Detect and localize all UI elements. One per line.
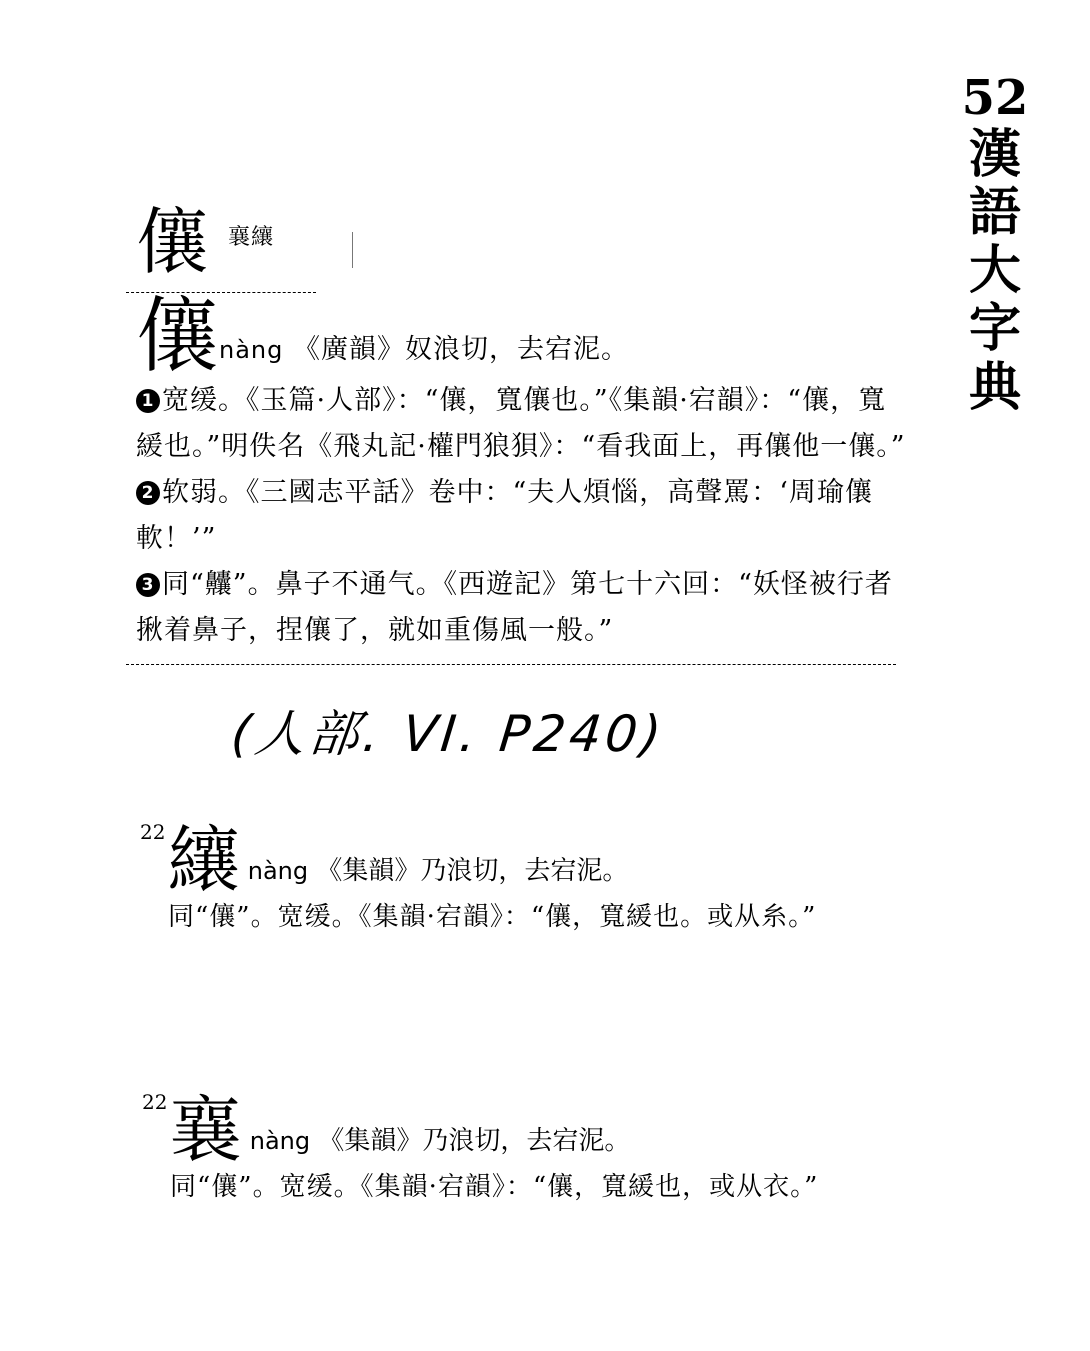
sense-text: 软弱。《三國志平話》卷中：“夫人煩惱，高聲罵：‘周瑜儴軟！’” [136,477,873,554]
sense-3 [136,562,906,654]
title-char: 大 [968,240,1021,302]
sense-number: 1 [136,389,160,413]
entry-definition: 同“儴”。宽缓。《集韻·宕韻》：“儴，寬緩也。或从糸。” [168,902,817,932]
sense-number: 2 [136,481,160,505]
entry-pinyin: nàng [247,857,309,885]
entry-pinyin: nàng [249,1127,311,1155]
entry-headword: 儴 [136,289,220,384]
sense-1 [136,378,906,470]
title-char: 漢 [968,123,1021,185]
entry-nang-si [140,820,900,938]
volume-number: 52 [961,70,1029,126]
sense-text: 同“齉”。鼻子不通气。《西遊記》第七十六回：“妖怪被行者揪着鼻子，捏儴了，就如重傷風一般。” [136,569,893,646]
entry-nang-ren [136,289,906,654]
dictionary-side-title [956,72,1034,417]
title-char: 字 [968,298,1021,360]
entry-pinyin: nàng [219,336,284,364]
stroke-count: 22 [140,820,166,844]
header-variants: 襄纕 [228,225,275,250]
entry-headword: 襄 [169,1088,242,1172]
stroke-count: 22 [142,1090,168,1114]
handwritten-note: (人部. VI. P240) [228,705,668,763]
title-char: 語 [968,181,1021,243]
title-char: 典 [968,356,1021,418]
sense-2 [136,470,906,562]
entry-headword: 纕 [167,818,240,902]
entry-phonetic: 《集韻》乃浪切，去宕泥。 [316,856,629,886]
entry-phonetic: 《廣韻》奴浪切，去宕泥。 [292,334,629,365]
entry-phonetic: 《集韻》乃浪切，去宕泥。 [318,1126,631,1156]
entry-definition: 同“儴”。宽缓。《集韻·宕韻》：“儴，寬緩也，或从衣。” [170,1172,819,1202]
entry-nang-yi [142,1090,902,1208]
scan-mark [352,232,353,268]
header-character: 儴 [136,200,209,284]
entry-divider [126,664,896,665]
sense-text: 宽缓。《玉篇·人部》：“儴，寬儴也。”《集韻·宕韻》：“儴，寬緩也。”明佚名《飛丸記·權門狼狽》：“看我面上，再儴他一儴。” [136,385,906,462]
sense-number: 3 [136,573,160,597]
